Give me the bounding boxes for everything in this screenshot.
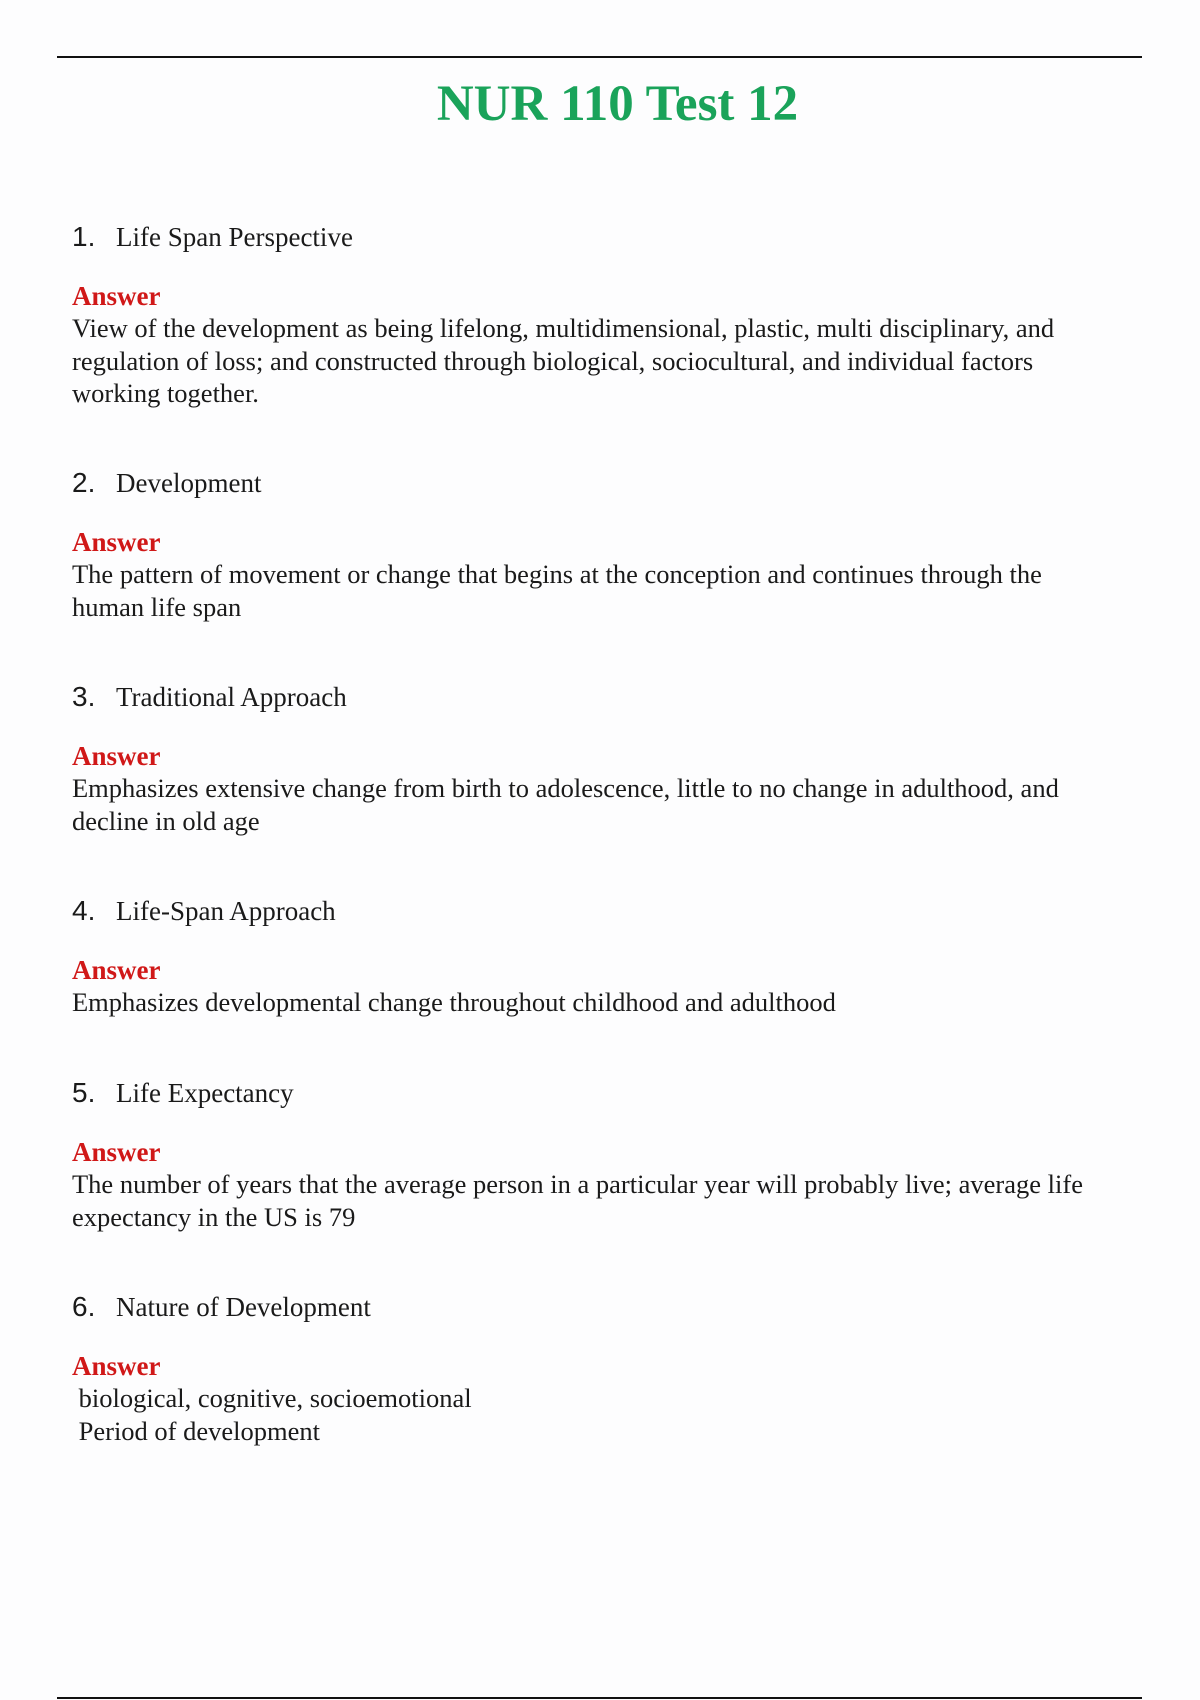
question-number: 5. <box>72 1077 96 1108</box>
question-number: 2. <box>72 467 96 498</box>
question-item-4 <box>72 894 1152 1019</box>
question-item-1 <box>72 220 1152 410</box>
question <box>72 894 1152 928</box>
answer-label: Answer <box>72 281 161 311</box>
answer-label: Answer <box>72 955 161 985</box>
answer-text: The pattern of movement or change that begins at the conception and continues through the human life span <box>72 559 1042 622</box>
answer-text: Emphasizes extensive change from birth to adolescence, little to no change in adulthood, and decline in old age <box>72 773 1059 836</box>
question <box>72 220 1152 254</box>
question-text: Life-Span Approach <box>116 896 336 926</box>
question-text: Nature of Development <box>116 1292 371 1322</box>
question-text: Traditional Approach <box>116 682 347 712</box>
page-title: NUR 110 Test 12 <box>436 76 799 132</box>
answer-text: Emphasizes developmental change throughout childhood and adulthood <box>72 987 836 1017</box>
question-text: Life Span Perspective <box>116 222 353 252</box>
answer-text: View of the development as being lifelong, multidimensional, plastic, multi disciplinary, and regulation of loss; and constructed through biological, sociocultural, and individual factors working together. <box>72 313 1055 408</box>
answer-label: Answer <box>72 1137 161 1167</box>
question-text: Life Expectancy <box>116 1078 294 1108</box>
answer-line: biological, cognitive, socioemotional <box>72 1383 472 1413</box>
question <box>72 1290 1152 1324</box>
question <box>72 680 1152 714</box>
answer-label: Answer <box>72 527 161 557</box>
answer-label: Answer <box>72 1351 161 1381</box>
answer-label: Answer <box>72 741 161 771</box>
top-rule <box>57 56 1142 58</box>
answer-line: Period of development <box>72 1415 321 1446</box>
question <box>72 466 1152 500</box>
question-number: 6. <box>72 1291 96 1322</box>
question <box>72 1076 1152 1110</box>
question-text: Development <box>116 468 262 498</box>
question-item-2 <box>72 466 1152 623</box>
question-number: 3. <box>72 681 96 712</box>
question-item-5 <box>72 1076 1152 1233</box>
question-number: 1. <box>72 221 96 252</box>
answer-text <box>72 1382 1152 1447</box>
question-number: 4. <box>72 895 96 926</box>
question-item-6 <box>72 1290 1152 1447</box>
question-item-3 <box>72 680 1152 837</box>
bottom-rule <box>57 1697 1142 1699</box>
answer-text: The number of years that the average person in a particular year will probably live; average life expectancy in the US is 79 <box>72 1169 1083 1232</box>
